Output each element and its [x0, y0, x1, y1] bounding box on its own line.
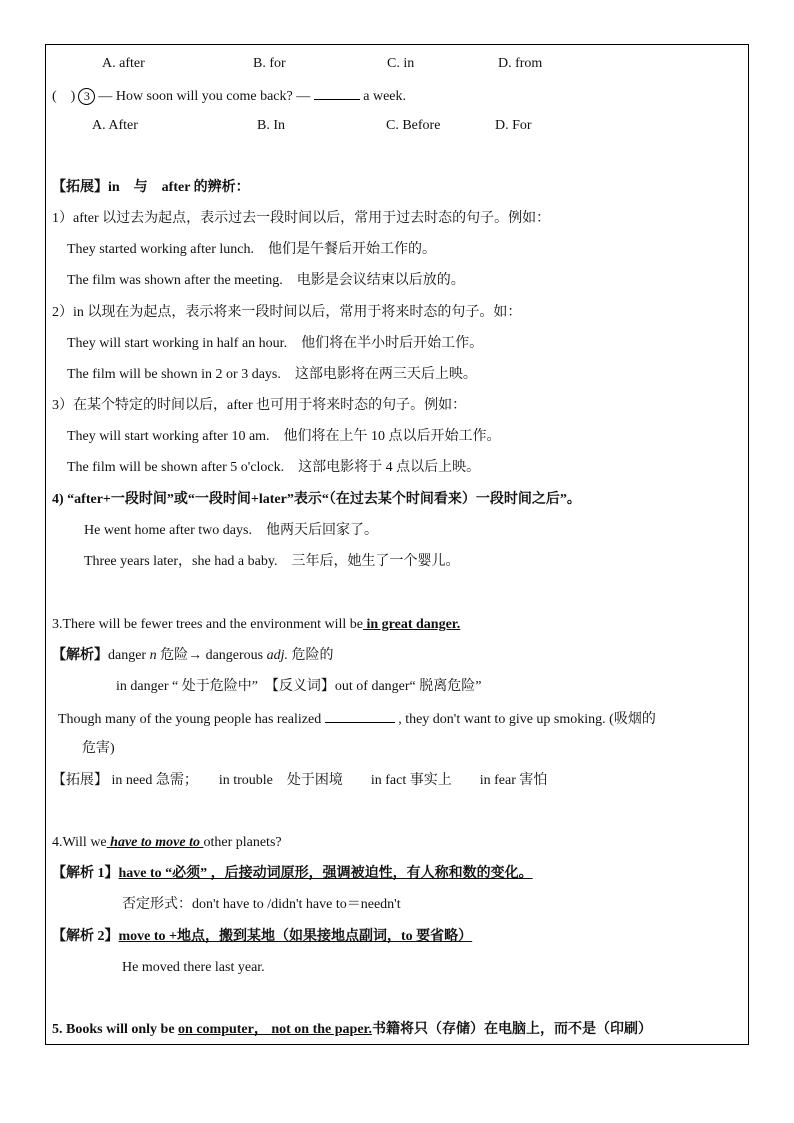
q3-text-before: — How soon will you come back? — [98, 89, 311, 104]
item4-analysis-2 [52, 927, 472, 947]
ext-point-2: 2）in 以现在为起点，表示将来一段时间以后，常用于将来时态的句子。如： [52, 305, 522, 320]
item3-sentence [52, 615, 460, 635]
item3-phrase-line: in danger “ 处于危险中” 【反义词】out of danger“ 脱离危险” [116, 679, 482, 694]
item3-analysis [52, 646, 334, 666]
item4-analysis-1 [52, 864, 533, 884]
item3-exercise-blank [325, 708, 395, 723]
ext-point-4-example-1: He went home after two days. 他两天后回家了。 [84, 523, 378, 538]
ext-point-1: 1）after 以过去为起点，表示过去一段时间以后，常用于过去时态的句子。例如： [52, 211, 551, 226]
item4-analysis-1-text: have to “必须” ，后接动词原形，强调被迫性，有人称和数的变化。 [118, 866, 533, 881]
q2-option-b: B. for [253, 56, 286, 71]
ext-point-3-example-2: The film will be shown after 5 o'clock. 这部电影将于 4 点以后上映。 [67, 460, 481, 475]
ext-point-1-example-2: The film was shown after the meeting. 电影是会议结束以后放的。 [67, 273, 465, 288]
item3-analysis-adj: adj. [266, 648, 289, 663]
item5-prefix: 5. Books will only be [52, 1022, 179, 1037]
ext-point-2-example-2: The film will be shown in 2 or 3 days. 这部电影将在两三天后上映。 [67, 367, 477, 382]
item4-analysis-2-text: move to +地点，搬到某地（如果接地点副词，to 要省略） [118, 929, 473, 944]
ext-point-4: 4) “after+一段时间”或“一段时间+later”表示“（在过去某个时间看来）一段时间之后”。 [52, 492, 581, 507]
q2-option-a: A. after [102, 56, 145, 71]
item4-example: He moved there last year. [122, 960, 265, 975]
item5-suffix: 书籍将只（存储）在电脑上，而不是（印刷） [371, 1022, 652, 1037]
q3-number: 3 [78, 88, 95, 105]
item3-analysis-label: 【解析】 [52, 648, 108, 663]
item3-analysis-mid: 危险→ dangerous [160, 648, 264, 663]
item3-exercise-after: , they don't want to give up smoking. (吸烟的 [398, 712, 656, 727]
item5-key-phrase: on computer， not on the paper. [178, 1022, 372, 1037]
item4-prefix: 4.Will we [52, 835, 107, 850]
q3-option-b: B. In [257, 118, 285, 133]
q3-question [52, 85, 406, 107]
item4-key-phrase: have to move to [106, 835, 204, 850]
item3-exercise-before: Though many of the young people has realized [58, 712, 322, 727]
q3-blank [314, 85, 360, 100]
item3-extension: 【拓展】 in need 急需； in trouble 处于困境 in fact 事实上 in fear 害怕 [52, 773, 548, 788]
q2-option-c: C. in [387, 56, 415, 71]
item4-sentence [52, 833, 282, 853]
ext-point-1-example-1: They started working after lunch. 他们是午餐后开始工作的。 [67, 242, 436, 257]
ext-point-4-example-2: Three years later，she had a baby. 三年后，她生了一个婴儿。 [84, 554, 460, 569]
item5-sentence [52, 1020, 652, 1040]
q3-option-c: C. Before [386, 118, 441, 133]
item4-negative-form: 否定形式：don't have to /didn't have to＝needn't [122, 897, 401, 912]
ext-title: 【拓展】in 与 after 的辨析： [52, 180, 250, 195]
item3-exercise [58, 708, 656, 730]
item4-analysis-1-label: 【解析 1】 [52, 866, 119, 881]
item3-key-phrase: in great danger. [363, 617, 461, 632]
q2-option-d: D. from [498, 56, 543, 71]
item3-analysis-pos: n [149, 648, 157, 663]
ext-point-3: 3）在某个特定的时间以后，after 也可用于将来时态的句子。例如： [52, 398, 467, 413]
q3-paren: ( ) [52, 89, 76, 104]
item4-analysis-2-label: 【解析 2】 [52, 929, 119, 944]
ext-point-3-example-1: They will start working after 10 am. 他们将在上午 10 点以后开始工作。 [67, 429, 501, 444]
q3-text-after: a week. [363, 89, 407, 104]
item4-suffix: other planets? [203, 835, 282, 850]
q3-option-d: D. For [495, 118, 532, 133]
item3-analysis-end: 危险的 [291, 648, 334, 663]
item3-exercise-cont: 危害) [82, 741, 115, 756]
q3-option-a: A. After [92, 118, 138, 133]
item3-sentence-text: 3.There will be fewer trees and the environment will be [52, 617, 363, 632]
ext-point-2-example-1: They will start working in half an hour. 他们将在半小时后开始工作。 [67, 336, 484, 351]
item3-analysis-word: danger [108, 648, 147, 663]
